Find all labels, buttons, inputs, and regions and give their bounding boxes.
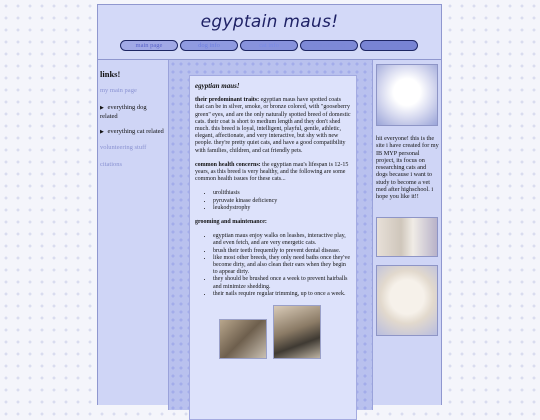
sidebar-heading: links! <box>100 69 121 79</box>
puppies-photo <box>376 217 438 257</box>
grooming-list <box>195 233 351 298</box>
list-item: • brush their teeth frequently to prevent dental disease. <box>213 248 351 255</box>
grooming-label: grooming and maintenance: <box>195 219 267 226</box>
list-item: • their nails require regular trimming, up to once a week. <box>213 291 351 298</box>
nav-dog-info-button[interactable]: dog info <box>180 40 238 51</box>
nav-volunteering-button[interactable]: volunteering <box>300 40 358 51</box>
cat-photo <box>219 319 267 359</box>
right-sidebar <box>374 60 441 410</box>
list-item: • like most other breeds, they only need baths once they've become dirty, and also clean their ears when they begin to appear dirty. <box>213 255 351 277</box>
content-card <box>189 75 357 420</box>
main-column <box>168 60 373 410</box>
sidebar <box>100 69 164 178</box>
sidebar-item-cat[interactable] <box>100 128 164 137</box>
puppy-photo <box>376 265 438 336</box>
traits-text: egyptian maus have spotted coats that can be in silver, smoke, or bronze colored, with "gooseberry green" eyes, and are the only naturally spotted breed of domestic cats. their coat is short to medium length and they don't shed much. this breed is loyal, intelligent, playful, gentle, athletic, elegant, affectionate, and very interactive, but shy with new people. they're pretty quiet cats, and have a good compatibility with families, children, and cat friendly pets. <box>195 97 351 154</box>
sidebar-item-main-page[interactable]: my main page <box>100 87 137 94</box>
list-item: • pyruvate kinase deficiency <box>213 198 351 205</box>
photo-row <box>195 305 351 365</box>
health-list <box>195 190 351 212</box>
traits-paragraph <box>195 97 351 155</box>
list-item: • leukodystrophy <box>213 205 351 212</box>
nav-main-page-button[interactable]: main page <box>120 40 178 51</box>
content-heading: egyptian maus! <box>195 82 240 90</box>
site-title: egyptain maus! <box>200 12 339 32</box>
traits-label: their predominant traits: <box>195 97 260 104</box>
list-item: • they should be brushed once a week to prevent hairballs and minimize shedding. <box>213 276 351 290</box>
triangle-right-icon: ▶ <box>100 106 104 111</box>
list-item: • egyptian maus enjoy walks on leashes, interactive play, and even fetch, and are very energetic cats. <box>213 233 351 247</box>
sidebar-item-volunteering[interactable]: volunteering stuff <box>100 144 147 151</box>
site-header <box>98 5 441 60</box>
health-paragraph <box>195 162 351 184</box>
page-container <box>97 4 442 405</box>
bio-text: hii everyone! this is the site i have created for my IB MYP personal project, its focus on researching cats and dogs because i want to study to become a vet med after highschool. i hope you like it!! <box>376 135 439 201</box>
nav-cat-info-button[interactable]: cat info <box>240 40 298 51</box>
list-item: • urolithiasis <box>213 190 351 197</box>
sidebar-item-label: everything dog related <box>100 104 147 120</box>
sidebar-item-citations[interactable]: citations <box>100 161 123 168</box>
triangle-right-icon: ▶ <box>100 130 104 135</box>
bunny-photo <box>376 64 438 126</box>
health-label: common health concerns: <box>195 161 261 168</box>
nav-citations-button[interactable]: citations <box>360 40 418 51</box>
sidebar-item-dog[interactable] <box>100 104 164 121</box>
health-text: the egyptian mau's lifespan is 12-15 years, as this breed is very healthy, and the following are some common health issues for these cats... <box>195 161 349 183</box>
sidebar-item-label: everything cat related <box>107 128 164 135</box>
cat-photo <box>273 305 321 359</box>
